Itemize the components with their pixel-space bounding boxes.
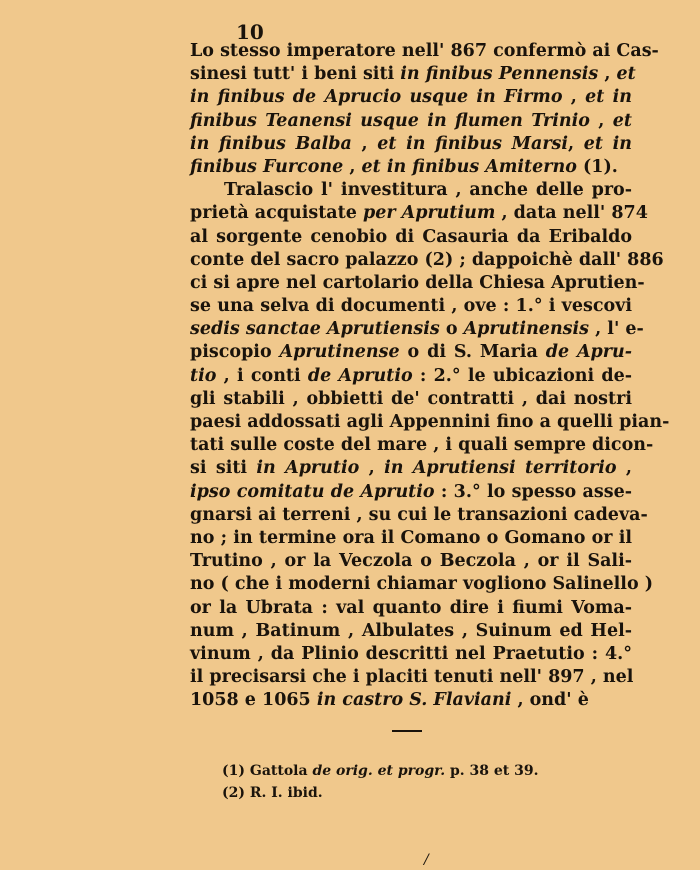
italic-text: et: [612, 110, 632, 131]
text-segment: ,: [616, 458, 632, 479]
footnotes: [222, 760, 538, 804]
body-text: [190, 40, 670, 712]
text-segment: ,: [343, 156, 362, 177]
italic-text: per Aprutium: [362, 203, 496, 224]
text-line: [190, 481, 632, 504]
footnote: [222, 760, 538, 782]
text-segment: se una selva di documenti , ove : 1.° i vescovi: [190, 296, 632, 317]
text-segment: no ( che i moderni chiamar vogliono Salinello ): [190, 574, 653, 595]
text-line: [190, 272, 645, 295]
text-segment: al sorgente cenobio di Casauria da Eribaldo: [190, 226, 632, 247]
text-segment: o: [439, 319, 464, 340]
text-segment: piscopio: [190, 342, 280, 363]
text-segment: Trutino , or la Veczola o Beczola , or il Sali-: [190, 551, 632, 572]
italic-text: in castro S. Flaviani: [316, 690, 512, 711]
text-segment: prietà acquistate: [190, 203, 363, 224]
italic-text: de orig. et progr.: [312, 763, 446, 779]
text-segment: gli stabili , obbietti de' contratti , dai nostri: [190, 388, 632, 409]
italic-text: de Apru-: [545, 342, 632, 363]
text-line: [190, 643, 632, 666]
text-line: [190, 573, 653, 596]
text-line: [190, 527, 632, 550]
italic-text: et: [616, 64, 636, 85]
text-line: [190, 666, 632, 689]
text-segment: (1) Gattola: [222, 763, 313, 779]
text-line: [190, 202, 648, 225]
text-segment: ,: [351, 133, 378, 154]
italic-text: ipso comitatu de Aprutio: [190, 481, 435, 502]
text-segment: or la Ubrata : val quanto dire i fiumi Voma-: [190, 597, 632, 618]
italic-text: et in finibus Marsi: [377, 133, 569, 154]
italic-text: in finibus Pennensis: [400, 64, 599, 85]
text-segment: num , Batinum , Albulates , Suinum ed Hel-: [190, 620, 632, 641]
text-segment: gnarsi ai terreni , su cui le transazioni cadeva-: [190, 504, 648, 525]
text-segment: ,: [568, 133, 584, 154]
section-rule: [392, 730, 422, 732]
text-segment: (2) R. I. ibid.: [222, 785, 323, 801]
footnote: [222, 782, 538, 804]
text-segment: , ond' è: [511, 690, 589, 711]
italic-text: sedis sanctae Aprutiensis: [190, 319, 440, 340]
text-line: [190, 110, 632, 133]
text-line: [190, 179, 632, 202]
text-line: [190, 504, 648, 527]
text-line: [190, 249, 664, 272]
text-segment: , data nell' 874: [495, 203, 648, 224]
text-line: [190, 341, 632, 364]
text-segment: ci si apre nel cartolario della Chiesa Aprutien-: [190, 272, 645, 293]
text-segment: ,: [598, 64, 617, 85]
page-number: 10: [236, 20, 264, 44]
text-segment: : 2.° le ubicazioni de-: [412, 365, 632, 386]
text-segment: Lo stesso imperatore nell' 867 confermò ai Cas-: [190, 41, 659, 61]
text-segment: , l' e-: [589, 319, 644, 340]
text-line: [190, 133, 632, 156]
text-segment: (1).: [576, 156, 618, 177]
text-segment: ,: [359, 458, 385, 479]
text-line: [190, 156, 632, 179]
stray-mark: /: [424, 852, 429, 868]
text-segment: 1058 e 1065: [190, 690, 317, 711]
text-line: [190, 318, 644, 341]
text-line: [190, 411, 670, 434]
italic-text: finibus Furcone: [190, 156, 344, 177]
text-line: [190, 226, 632, 249]
italic-text: Aprutinense: [279, 342, 400, 363]
italic-text: in Aprutiensi territorio: [384, 458, 617, 479]
text-line: [190, 63, 636, 86]
text-segment: ,: [562, 87, 586, 108]
text-line: [190, 550, 632, 573]
text-segment: no ; in termine ora il Comano o Gomano or il: [190, 527, 632, 548]
text-segment: : 3.° lo spesso asse-: [434, 481, 632, 502]
text-segment: si siti: [190, 458, 257, 479]
text-line: [190, 365, 632, 388]
italic-text: Aprutinensis: [463, 319, 590, 340]
text-line: [190, 689, 632, 712]
text-segment: ,: [589, 110, 613, 131]
italic-text: in finibus Balba: [190, 133, 352, 154]
text-segment: p. 38 et 39.: [445, 763, 539, 779]
italic-text: in Aprutio: [256, 458, 360, 479]
italic-text: et in finibus Amiterno: [361, 156, 577, 177]
text-line: [190, 434, 654, 457]
text-segment: Tralascio l' investitura , anche delle pro-: [224, 180, 632, 201]
text-line: [190, 86, 632, 109]
italic-text: finibus Teanensi usque in flumen Trinio: [190, 110, 590, 131]
text-segment: o di S. Maria: [399, 342, 546, 363]
text-line: [190, 620, 632, 643]
text-segment: conte del sacro palazzo (2) ; dappoichè dall' 886: [190, 249, 664, 270]
italic-text: tio: [190, 365, 217, 386]
italic-text: de Aprutio: [307, 365, 413, 386]
text-segment: vinum , da Plinio descritti nel Praetutio : 4.°: [190, 643, 632, 664]
italic-text: in finibus de Aprucio usque in Firmo: [190, 87, 563, 108]
text-segment: sinesi tutt' i beni siti: [190, 64, 401, 85]
text-segment: paesi addossati agli Appennini fino a quelli pian-: [190, 412, 670, 432]
text-line: [190, 295, 632, 318]
text-line: [190, 40, 659, 63]
italic-text: et in: [585, 87, 632, 108]
text-line: [190, 597, 632, 620]
text-segment: tati sulle coste del mare , i quali sempre dicon-: [190, 435, 654, 456]
italic-text: et in: [583, 133, 632, 154]
text-line: [190, 388, 632, 411]
text-segment: , i conti: [216, 365, 308, 386]
text-line: [190, 457, 632, 480]
text-segment: il precisarsi che i placiti tenuti nell' 897 , nel: [190, 667, 634, 688]
